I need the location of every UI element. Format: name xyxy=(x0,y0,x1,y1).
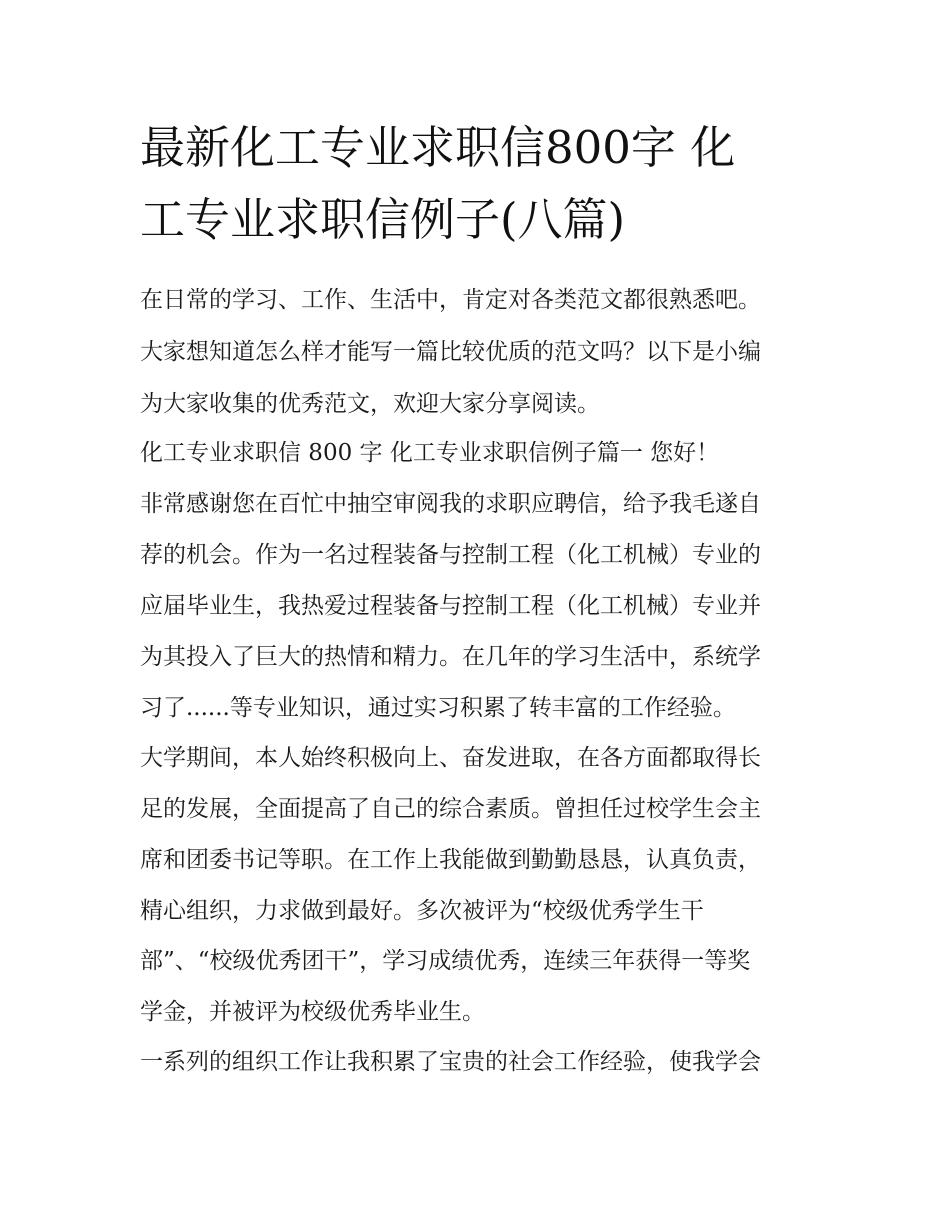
body-line: 应届毕业生，我热爱过程装备与控制工程（化工机械）专业并 xyxy=(140,593,761,619)
body-line: 非常感谢您在百忙中抽空审阅我的求职应聘信，给予我毛遂自 xyxy=(140,491,761,517)
body-line: 为大家收集的优秀范文，欢迎大家分享阅读。 xyxy=(140,391,600,417)
body-line: 荐的机会。作为一名过程装备与控制工程（化工机械）专业的 xyxy=(140,542,761,568)
body-line: 习了......等专业知识，通过实习积累了转丰富的工作经验。 xyxy=(140,695,736,721)
body-line: 席和团委书记等职。在工作上我能做到勤勤恳恳，认真负责， xyxy=(140,847,761,873)
body-line: 足的发展，全面提高了自己的综合素质。曾担任过校学生会主 xyxy=(140,796,761,822)
document-title: 最新化工专业求职信800字 化 工专业求职信例子(八篇) xyxy=(140,121,736,246)
body-line: 学金，并被评为校级优秀毕业生。 xyxy=(140,999,485,1025)
body-line: 大学期间，本人始终积极向上、奋发进取，在各方面都取得长 xyxy=(140,745,761,771)
body-line: 精心组织，力求做到最好。多次被评为“校级优秀学生干 xyxy=(140,898,704,924)
body-line: 一系列的组织工作让我积累了宝贵的社会工作经验，使我学会 xyxy=(140,1049,761,1075)
body-line: 部”、“校级优秀团干”，学习成绩优秀，连续三年获得一等奖 xyxy=(140,948,751,974)
body-line: 大家想知道怎么样才能写一篇比较优质的范文吗？以下是小编 xyxy=(140,339,761,365)
body-line: 在日常的学习、工作、生活中，肯定对各类范文都很熟悉吧。 xyxy=(140,287,761,313)
body-line: 化工专业求职信 800 字 化工专业求职信例子篇一 您好！ xyxy=(140,440,720,466)
body-line: 为其投入了巨大的热情和精力。在几年的学习生活中，系统学 xyxy=(140,644,761,670)
